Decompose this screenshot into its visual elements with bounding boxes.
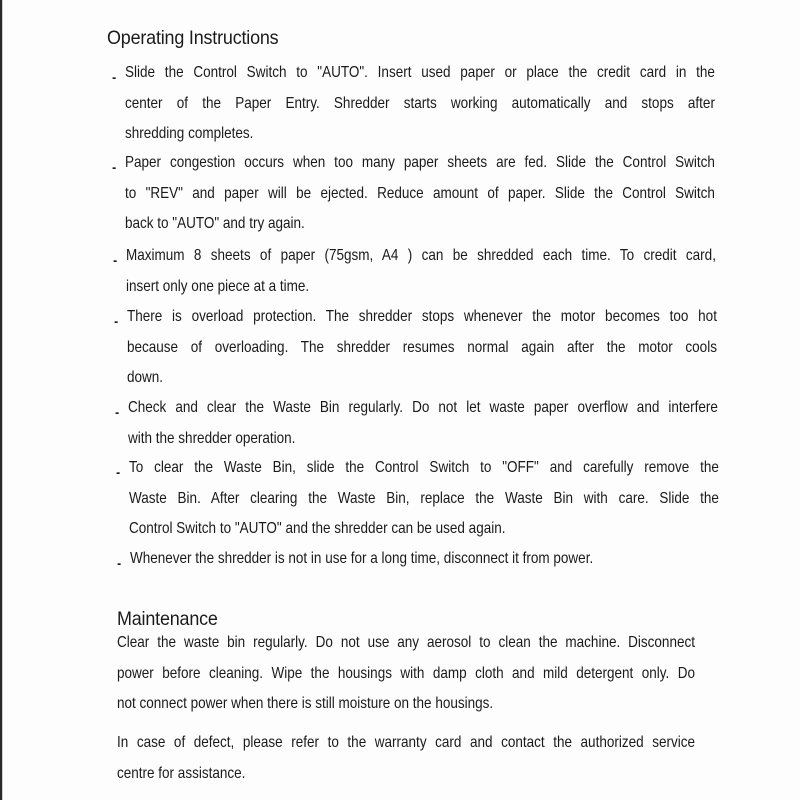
instruction-line: Whenever the shredder is not in use for a long time, disconnect it from power.	[130, 550, 594, 567]
instruction-line: with the shredder operation.	[128, 429, 296, 447]
bullet-icon: -	[117, 555, 122, 571]
instruction-item	[117, 544, 720, 575]
maintenance-line: Clear the waste bin regularly. Do not use any aerosol to clean the machine. Disconnect	[117, 634, 695, 651]
instruction-line: to "REV" and paper will be ejected. Reduce amount of paper. Slide the Control Switch	[125, 184, 715, 202]
instruction-line: Paper congestion occurs when too many paper sheets are fed. Slide the Control Switch	[125, 154, 715, 171]
maintenance-paragraph	[117, 628, 695, 720]
instruction-line: insert only one piece at a time.	[126, 277, 310, 295]
instruction-item	[114, 302, 717, 394]
operating-instructions-heading: Operating Instructions	[107, 27, 279, 49]
maintenance-line: not connect power when there is still moisture on the housings.	[117, 695, 494, 712]
instruction-line: shredding completes.	[125, 125, 254, 142]
instruction-line: Maximum 8 sheets of paper (75gsm, A4 ) can be shredded each time. To credit card,	[126, 247, 716, 264]
instruction-item	[112, 148, 715, 240]
bullet-icon: -	[114, 313, 119, 329]
maintenance-line: power before cleaning. Wipe the housings with damp cloth and mild detergent only. Do	[117, 664, 695, 682]
instruction-item	[116, 453, 719, 545]
bullet-icon: -	[116, 464, 121, 480]
maintenance-heading: Maintenance	[117, 608, 218, 630]
maintenance-line: In case of defect, please refer to the warranty card and contact the authorized service	[117, 734, 695, 751]
instruction-line: Waste Bin. After clearing the Waste Bin, replace the Waste Bin with care. Slide the	[129, 489, 719, 507]
instruction-line: back to "AUTO" and try again.	[125, 215, 305, 232]
instruction-item	[115, 393, 718, 454]
instruction-item	[113, 241, 716, 302]
instruction-line: down.	[127, 369, 164, 386]
maintenance-paragraph	[117, 728, 695, 789]
bullet-icon: -	[112, 69, 117, 85]
instruction-line: To clear the Waste Bin, slide the Control Switch to "OFF" and carefully remove the	[129, 459, 719, 476]
bullet-icon: -	[113, 252, 118, 268]
instruction-line: Slide the Control Switch to "AUTO". Insert used paper or place the credit card in the	[125, 64, 715, 81]
instruction-item	[112, 58, 715, 150]
instruction-line: Check and clear the Waste Bin regularly. Do not let waste paper overflow and interfere	[128, 399, 718, 416]
instruction-line: There is overload protection. The shredder stops whenever the motor becomes too hot	[127, 308, 717, 325]
bullet-icon: -	[112, 159, 117, 175]
maintenance-line: centre for assistance.	[117, 764, 246, 782]
scan-edge	[0, 0, 6, 800]
bullet-icon: -	[115, 404, 120, 420]
instruction-line: Control Switch to "AUTO" and the shredder can be used again.	[129, 520, 506, 537]
instruction-line: center of the Paper Entry. Shredder starts working automatically and stops after	[125, 94, 715, 112]
instruction-line: because of overloading. The shredder resumes normal again after the motor cools	[127, 338, 717, 356]
